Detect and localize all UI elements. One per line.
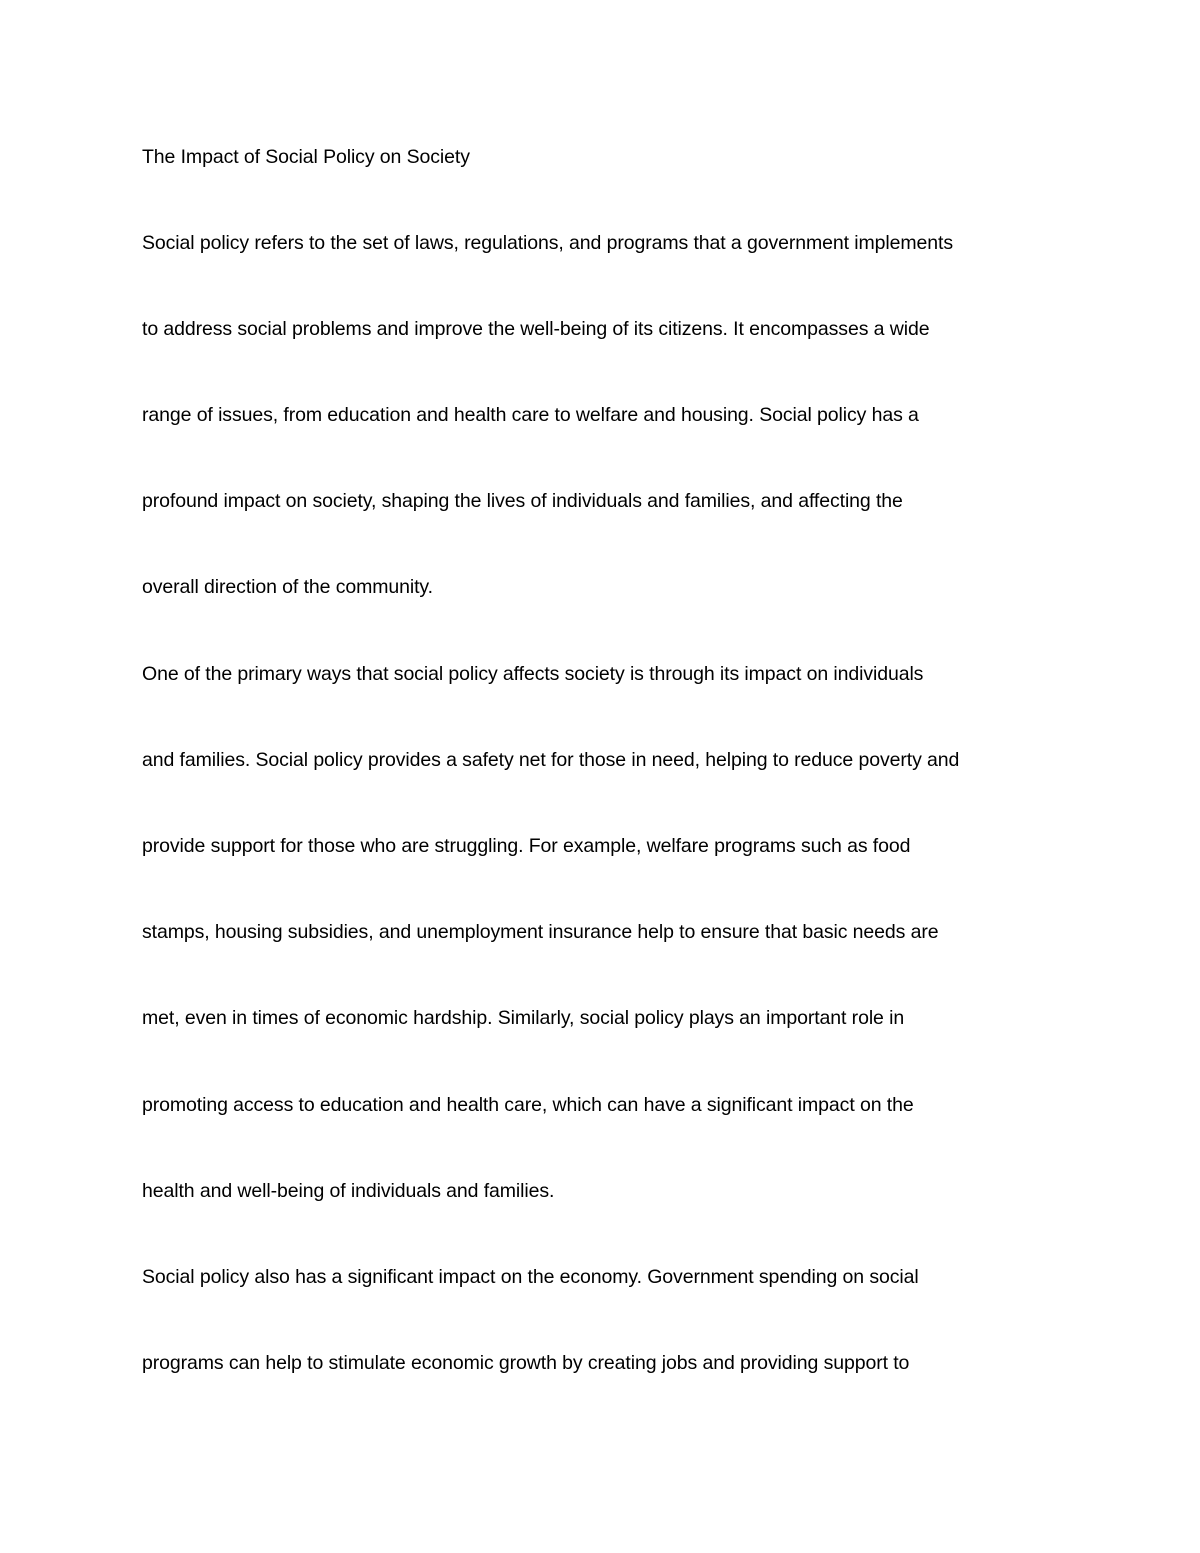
- document-title: The Impact of Social Policy on Society: [142, 146, 470, 168]
- text-line: to address social problems and improve the well-being of its citizens. It encompasses a wide: [142, 318, 930, 340]
- text-line: range of issues, from education and health care to welfare and housing. Social policy has a: [142, 404, 919, 426]
- text-line: met, even in times of economic hardship. Similarly, social policy plays an important role in: [142, 1007, 905, 1029]
- text-line: promoting access to education and health care, which can have a significant impact on the: [142, 1094, 914, 1116]
- text-line: programs can help to stimulate economic growth by creating jobs and providing support to: [142, 1352, 910, 1374]
- text-line: Social policy refers to the set of laws, regulations, and programs that a government implements: [142, 232, 953, 254]
- text-line: Social policy also has a significant impact on the economy. Government spending on social: [142, 1266, 919, 1288]
- text-line: overall direction of the community.: [142, 576, 433, 598]
- text-line: provide support for those who are struggling. For example, welfare programs such as food: [142, 835, 911, 857]
- text-line: health and well-being of individuals and families.: [142, 1180, 555, 1202]
- text-line: profound impact on society, shaping the lives of individuals and families, and affecting the: [142, 490, 903, 512]
- text-line: stamps, housing subsidies, and unemployment insurance help to ensure that basic needs are: [142, 921, 939, 943]
- text-line: One of the primary ways that social policy affects society is through its impact on individuals: [142, 663, 924, 685]
- text-line: and families. Social policy provides a safety net for those in need, helping to reduce poverty and: [142, 749, 960, 771]
